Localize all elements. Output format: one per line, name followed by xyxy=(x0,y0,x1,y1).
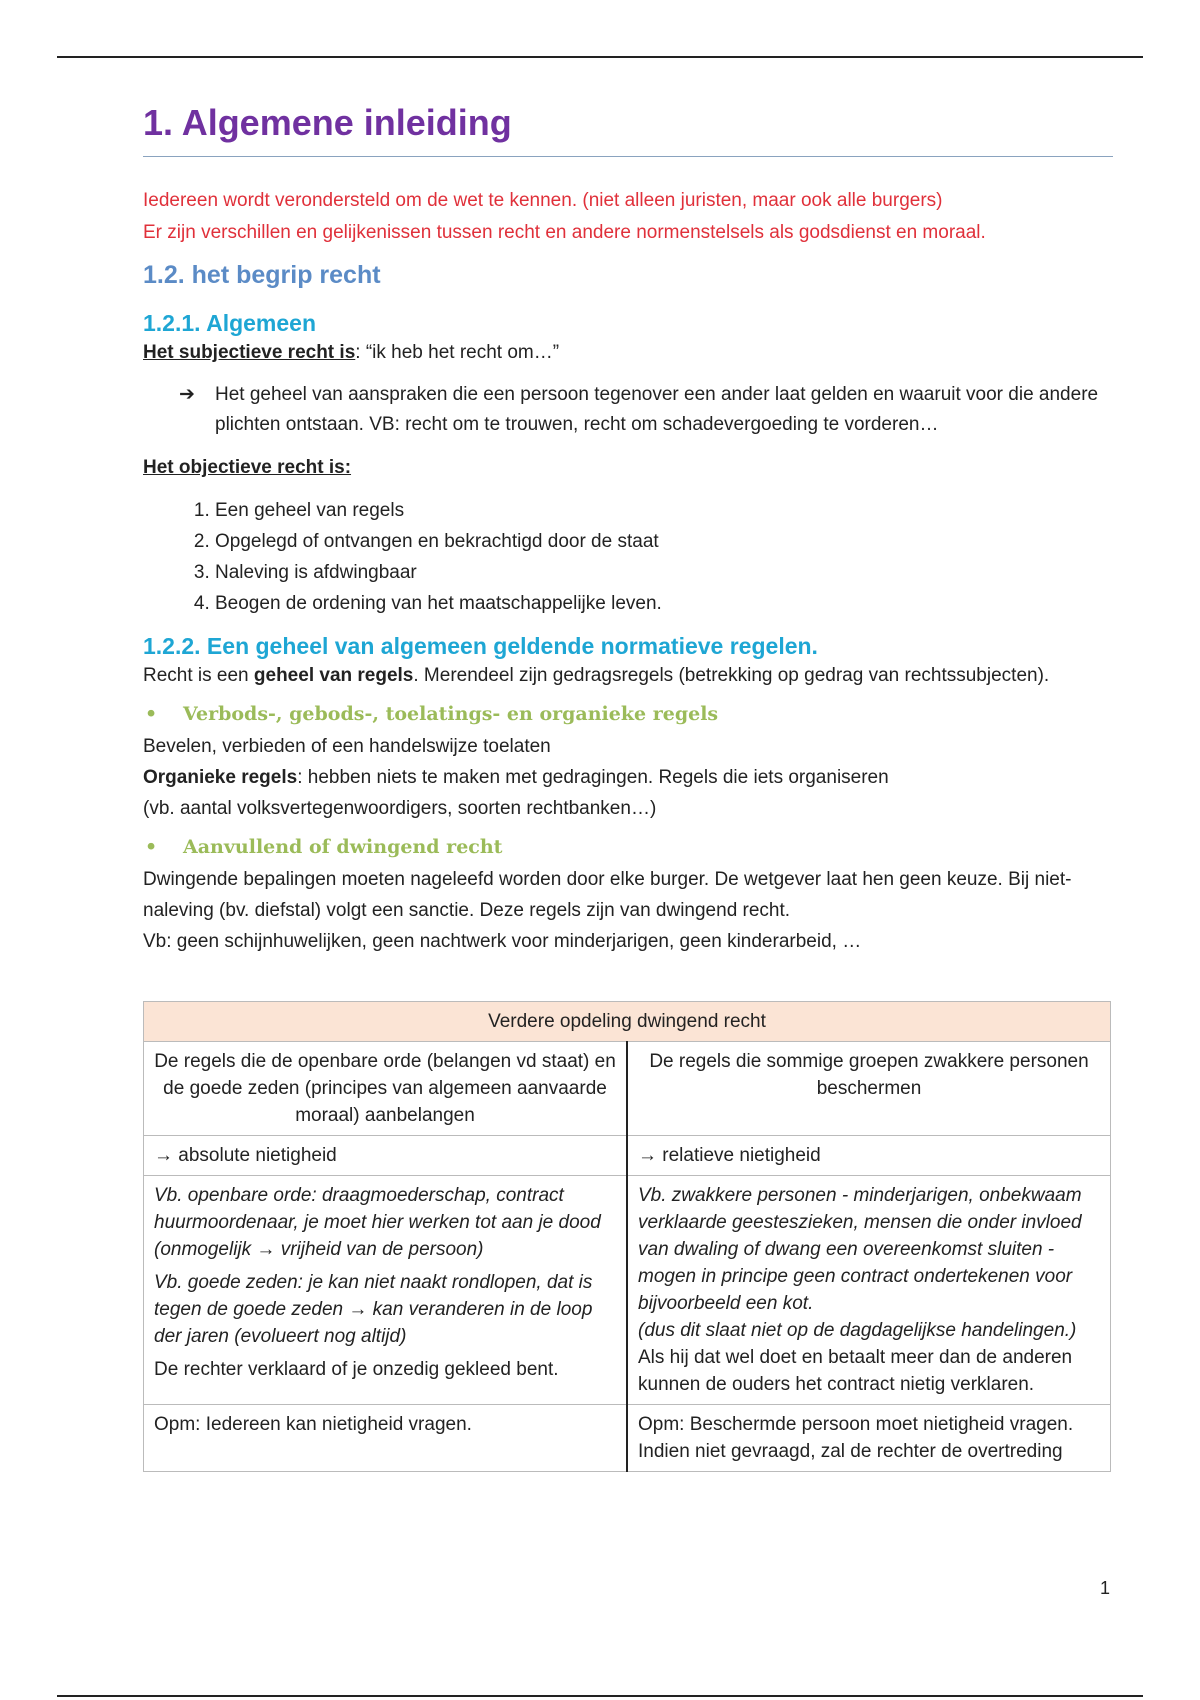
paragraph-rules xyxy=(143,660,1113,691)
table-header: Verdere opdeling dwingend recht xyxy=(144,1002,1111,1042)
table-row xyxy=(144,1042,1111,1136)
bullet-text: Verbods-, gebods-, toelatings- en organieke regels xyxy=(183,703,719,725)
left-example-3: De rechter verklaard of je onzedig gekleed bent. xyxy=(154,1359,559,1380)
subjective-label: Het subjectieve recht is xyxy=(143,342,356,363)
intro-text xyxy=(143,185,1113,249)
b1-line-3: (vb. aantal volksvertegenwoordigers, soorten rechtbanken…) xyxy=(143,798,657,819)
list-item: 3. Naleving is afdwingbaar xyxy=(215,557,1113,588)
left-examples xyxy=(144,1176,628,1405)
intro-line-1: Iedereen wordt verondersteld om de wet te kennen. (niet alleen juristen, maar ook alle burgers) xyxy=(143,190,943,211)
objective-definition xyxy=(143,452,1113,483)
organieke-text: : hebben niets te maken met gedragingen. Regels die iets organiseren xyxy=(297,767,889,788)
table-row xyxy=(144,1405,1111,1472)
bullet-icon: • xyxy=(145,836,158,858)
right-example-1: Vb. zwakkere personen - minderjarigen, onbekwaam verklaarde geesteszieken, mensen die onder invloed van dwaling of dwang een overeenkomst sluiten - mogen in principe geen contract ondertekenen voor bijvoorbeeld een kot. xyxy=(638,1185,1082,1314)
b2-line-2: Vb: geen schijnhuwelijken, geen nachtwerk voor minderjarigen, geen kinderarbeid, … xyxy=(143,931,862,952)
bullet-heading-2 xyxy=(143,836,1113,858)
bullet-text: Aanvullend of dwingend recht xyxy=(183,836,503,858)
p1-post: . Merendeel zijn gedragsregels (betrekking op gedrag van rechtssubjecten). xyxy=(413,665,1050,686)
subjective-quote: : “ik heb het recht om…” xyxy=(355,342,560,363)
b1-line-2 xyxy=(143,762,1113,793)
left-example-1: Vb. openbare orde: draagmoederschap, contract huurmoordenaar, je moet hier werken tot aan je dood (onmogelijk → vrijheid van de persoon) xyxy=(154,1185,601,1260)
organieke-label: Organieke regels xyxy=(143,767,298,788)
right-examples xyxy=(627,1176,1111,1405)
table-header-row xyxy=(144,1002,1111,1042)
arrow-text: Het geheel van aanspraken die een persoon tegenover een ander laat gelden en waaruit voor die andere plichten ontstaan. VB: recht om te trouwen, recht om schadevergoeding te vorderen… xyxy=(215,384,1099,435)
bullet-icon: • xyxy=(145,703,158,725)
left-desc: De regels die de openbare orde (belangen vd staat) en de goede zeden (principes van algemeen aanvaarde moraal) aanbelangen xyxy=(144,1042,628,1136)
list-item: 1. Een geheel van regels xyxy=(215,495,1113,526)
heading-1-2-2: 1.2.2. Een geheel van algemeen geldende normatieve regelen. xyxy=(143,633,818,659)
table-row xyxy=(144,1176,1111,1405)
p1-bold: geheel van regels xyxy=(253,665,414,686)
table-row xyxy=(144,1136,1111,1176)
left-result: → absolute nietigheid xyxy=(144,1136,628,1176)
arrow-icon: ➔ xyxy=(179,384,195,405)
p1-pre: Recht is een xyxy=(143,665,254,686)
list-item: 2. Opgelegd of ontvangen en bekrachtigd door de staat xyxy=(215,526,1113,557)
bottom-rule xyxy=(57,1695,1143,1697)
right-result: → relatieve nietigheid xyxy=(627,1136,1111,1176)
objective-list xyxy=(179,495,1113,619)
page-number: 1 xyxy=(1100,1578,1111,1598)
objective-label: Het objectieve recht is: xyxy=(143,457,352,478)
right-example-2: (dus dit slaat niet op de dagdagelijkse handelingen.) xyxy=(638,1320,1077,1341)
right-opm: Opm: Beschermde persoon moet nietigheid vragen. Indien niet gevraagd, zal de rechter de overtreding xyxy=(627,1405,1111,1472)
left-example-2: Vb. goede zeden: je kan niet naakt rondlopen, dat is tegen de goede zeden → kan veranderen in de loop der jaren (evolueert nog altijd) xyxy=(154,1272,593,1347)
top-rule xyxy=(57,56,1143,58)
heading-1-2-1: 1.2.1. Algemeen xyxy=(143,310,317,336)
arrow-item xyxy=(179,380,1113,440)
left-opm: Opm: Iedereen kan nietigheid vragen. xyxy=(144,1405,628,1472)
b1-line-1: Bevelen, verbieden of een handelswijze toelaten xyxy=(143,736,551,757)
right-example-3: Als hij dat wel doet en betaalt meer dan de anderen kunnen de ouders het contract nietig verklaren. xyxy=(638,1347,1073,1395)
intro-line-2: Er zijn verschillen en gelijkenissen tussen recht en andere normenstelsels als godsdienst en moraal. xyxy=(143,222,986,243)
subjective-definition xyxy=(143,337,1113,368)
dwingend-recht-table xyxy=(143,1001,1111,1472)
list-item: 4. Beogen de ordening van het maatschappelijke leven. xyxy=(215,588,1113,619)
heading-1: 1. Algemene inleiding xyxy=(143,96,1113,157)
right-desc: De regels die sommige groepen zwakkere personen beschermen xyxy=(627,1042,1111,1136)
bullet-heading-1 xyxy=(143,703,1113,725)
document-body xyxy=(143,96,1113,1472)
b2-line-1: Dwingende bepalingen moeten nageleefd worden door elke burger. De wetgever laat hen geen keuze. Bij niet-naleving (bv. diefstal) volgt een sanctie. Deze regels zijn van dwingend recht. xyxy=(143,869,1072,921)
heading-2: 1.2. het begrip recht xyxy=(143,261,381,289)
